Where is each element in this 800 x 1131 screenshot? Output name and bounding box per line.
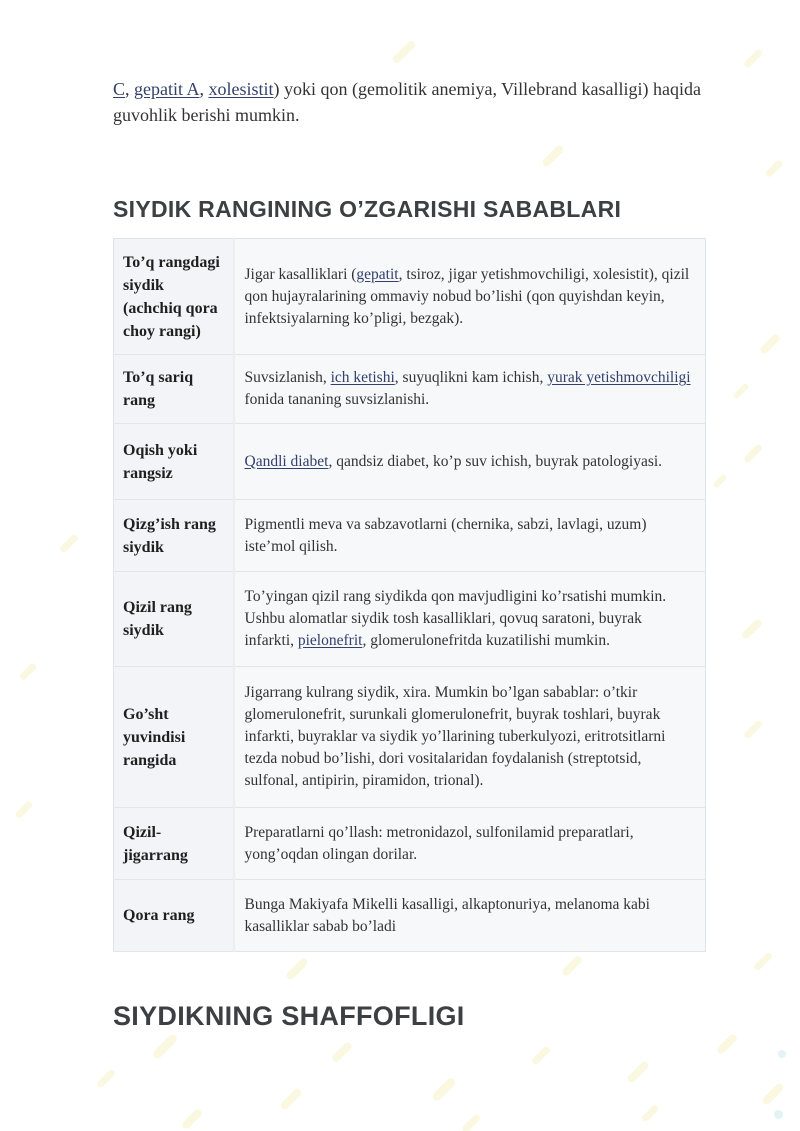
row-description	[234, 355, 706, 424]
table-row	[114, 239, 706, 355]
watermark-dash	[716, 1033, 739, 1056]
watermark-dash	[96, 1068, 117, 1089]
inline-link[interactable]: gepatit	[356, 265, 399, 283]
causes-heading: SIYDIK RANGINING O’ZGARISHI SABABLARI	[113, 196, 622, 222]
row-description	[234, 572, 706, 667]
row-description	[234, 880, 706, 952]
row-description	[234, 239, 706, 355]
clarity-heading: SIYDIKNING SHAFFOFLIGI	[113, 1001, 465, 1031]
text-run: Bunga Makiyafa Mikelli kasalligi, alkaptonuriya, melanoma kabi kasalliklar sabab bo’ladi	[244, 895, 650, 935]
text-run: Jigar kasalliklari (	[244, 265, 357, 283]
watermark-dash	[531, 1045, 552, 1066]
text-run: Pigmentli meva va sabzavotlarni (chernika, sabzi, lavlagi, uzum) iste’mol qilish.	[244, 515, 647, 555]
urine-color-table	[113, 238, 706, 952]
inline-link[interactable]: pielonefrit	[297, 632, 363, 649]
watermark-dash	[640, 1104, 659, 1123]
inline-link[interactable]: yurak yetishmovchiligi	[547, 369, 691, 386]
inline-link[interactable]: Qandli diabet	[244, 452, 329, 470]
inline-link[interactable]: ich ketishi	[330, 369, 395, 386]
text-run: fonida tananing suvsizlanishi.	[244, 391, 430, 408]
row-description	[234, 424, 706, 500]
watermark-dash	[151, 1033, 179, 1061]
watermark-dash	[331, 1041, 354, 1064]
table-body	[114, 239, 706, 952]
text-run: Preparatlarni qo’llash: metronidazol, sulfonilamid preparatlari, yong’oqdan olingan dorilar.	[244, 823, 634, 863]
table-row	[114, 500, 706, 572]
watermark-dash	[181, 1108, 204, 1131]
watermark-dash	[626, 1060, 650, 1084]
inline-link[interactable]: C	[113, 79, 126, 99]
table-row	[114, 572, 706, 667]
text-run: , glomerulonefritda kuzatilishi mumkin.	[362, 632, 610, 649]
text-run: ,	[125, 79, 135, 99]
row-description	[234, 808, 706, 880]
table-row	[114, 808, 706, 880]
table-row	[114, 424, 706, 500]
intro-paragraph	[113, 76, 705, 128]
table-row	[114, 667, 706, 808]
watermark-dash	[761, 1082, 785, 1106]
text-run: To’yingan qizil rang siydikda qon mavjudligini ko’rsatishi mumkin. Ushbu alomatlar siydik tosh kasalliklari, qovuq saratoni, buyrak infarkti,	[244, 588, 667, 649]
watermark-speck	[778, 1050, 786, 1058]
row-label: Qora rang	[114, 880, 234, 952]
watermark-dash	[279, 1087, 303, 1111]
watermark-speck	[774, 1110, 783, 1119]
text-run: , qandsiz diabet, ko’p suv ichish, buyrak patologiyasi.	[328, 452, 663, 470]
table-row	[114, 355, 706, 424]
row-label: Oqish yoki rangsiz	[114, 424, 234, 500]
inline-link[interactable]: gepatit A	[134, 79, 200, 99]
text-run: ,	[199, 79, 209, 99]
row-label: Qizil rang siydik	[114, 572, 234, 667]
row-description	[234, 500, 706, 572]
text-run: , suyuqlikni kam ichish,	[394, 369, 548, 386]
row-description	[234, 667, 706, 808]
row-label: Go’sht yuvindisi rangida	[114, 667, 234, 808]
row-label: To’q sariq rang	[114, 355, 234, 424]
text-run: ) yoki qon (gemolitik anemiya, Villebrand kasalligi) haqida guvohlik berishi mumkin.	[113, 79, 702, 125]
row-label: Qizil-jigarrang	[114, 808, 234, 880]
row-label: To’q rangdagi siydik (achchiq qora choy rangi)	[114, 239, 234, 355]
text-run: Jigarrang kulrang siydik, xira. Mumkin bo’lgan sabablar: o’tkir glomerulonefrit, surunkali glomerulonefrit, buyrak toshlari, buyrak infarkti, buyraklar va siydik yo’llarining tuberkulyozi, eritrotsitlarni tezda nobud bo’lishi, dori vositalaridan foydalanish (streptotsid, sulfonal, antipirin, piramidon, trional).	[244, 684, 666, 789]
watermark-dash	[431, 1076, 457, 1102]
row-label: Qizg’ish rang siydik	[114, 500, 234, 572]
inline-link[interactable]: xolesistit	[208, 79, 274, 99]
text-run: Suvsizlanish,	[244, 369, 331, 386]
text-run: , tsiroz, jigar yetishmovchiligi, xolesistit), qizil qon hujayralarining ommaviy nobud bo’lishi (qon quyishdan keyin, infektsiyalarning ko’pligi, bezgak).	[244, 265, 690, 327]
watermark-dash	[461, 1113, 482, 1131]
table-row	[114, 880, 706, 952]
